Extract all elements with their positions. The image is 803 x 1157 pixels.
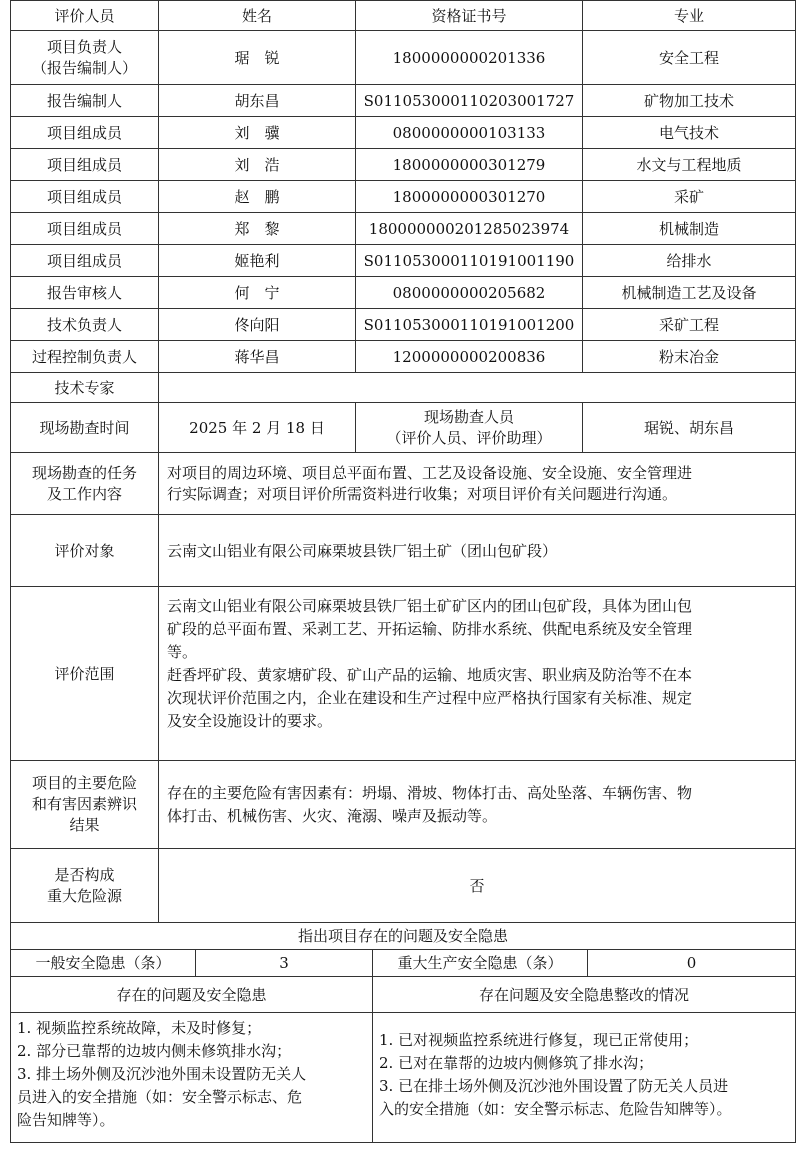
issues-title: 指出项目存在的问题及安全隐患 [11,923,796,950]
issues-left-list [11,1013,373,1143]
staff-major: 给排水 [583,245,796,277]
staff-row [11,277,796,309]
scope-line: 赶香坪矿段、黄家塘矿段、矿山产品的运输、地质灾害、职业病及防治等不在本 [167,666,693,684]
staff-cert: 1800000000201336 [356,31,583,85]
issues-header-row [11,977,796,1013]
tasks-label [11,453,159,515]
scope-row [11,587,796,761]
rectification-item: 3. 已在排土场外侧及沉沙池外围设置了防无关人员进 [379,1077,729,1095]
issue-item: 3. 排土场外侧及沉沙池外围未设置防无关人 [17,1065,307,1083]
survey-people-label-line: （评价人员、评价助理） [386,428,552,447]
staff-role: 项目组成员 [11,149,159,181]
staff-role: 项目组成员 [11,213,159,245]
staff-cert: 0800000000103133 [356,117,583,149]
expert-row [11,373,796,403]
tasks-content [159,453,796,515]
staff-row [11,341,796,373]
staff-name: 何 宁 [159,277,356,309]
staff-cert: 1800000000301270 [356,181,583,213]
staff-major: 水文与工程地质 [583,149,796,181]
scope-line: 云南文山铝业有限公司麻栗坡县铁厂铝土矿矿区内的团山包矿段，具体为团山包 [167,597,693,615]
hazards-label-line: 项目的主要危险 [31,774,137,792]
staff-major: 机械制造工艺及设备 [583,277,796,309]
issue-item: 1. 视频监控系统故障，未及时修复； [17,1019,262,1037]
hazards-line: 存在的主要危险有害因素有：坍塌、滑坡、物体打击、高处坠落、车辆伤害、物 [167,783,693,802]
staff-role: 过程控制负责人 [11,341,159,373]
tasks-label-line: 现场勘查的任务 [31,463,137,482]
staff-major: 采矿 [583,181,796,213]
major-hazard-value: 否 [159,849,796,923]
hazards-content [159,761,796,849]
staff-row [11,309,796,341]
general-hazard-count: 3 [196,950,373,977]
staff-cert: 180000000201285023974 [356,213,583,245]
staff-role: 项目组成员 [11,245,159,277]
staff-role: 技术负责人 [11,309,159,341]
scope-label: 评价范围 [11,587,159,761]
staff-role: 项目组成员 [11,181,159,213]
staff-name: 赵 鹏 [159,181,356,213]
general-hazard-label: 一般安全隐患（条） [11,950,196,977]
survey-time-value: 2025 年 2 月 18 日 [159,403,356,453]
issues-right-list [373,1013,796,1143]
major-hazard-label-line: 重大危险源 [46,886,122,905]
staff-cert: S011053000110203001727 [356,85,583,117]
issues-right-header: 存在问题及安全隐患整改的情况 [373,977,796,1013]
object-label: 评价对象 [11,515,159,587]
rectification-item: 入的安全措施（如：安全警示标志、危险告知牌等）。 [379,1100,732,1118]
issue-item: 2. 部分已靠帮的边坡内侧未修筑排水沟； [17,1042,292,1060]
tasks-label-line: 及工作内容 [46,484,122,503]
staff-role: 报告编制人 [11,85,159,117]
staff-table [10,0,796,923]
scope-line: 矿段的总平面布置、采剥工艺、开拓运输、防排水系统、供配电系统及安全管理 [167,620,693,638]
staff-name: 佟向阳 [159,309,356,341]
staff-row [11,117,796,149]
evaluation-sheet [10,0,795,1143]
staff-major: 矿物加工技术 [583,85,796,117]
major-production-hazard-label: 重大生产安全隐患（条） [373,950,588,977]
header-major: 专业 [583,1,796,31]
scope-line: 次现状评价范围之内，企业在建设和生产过程中应严格执行国家有关标准、规定 [167,689,693,707]
staff-major: 电气技术 [583,117,796,149]
staff-role-line: （报告编制人） [31,58,137,77]
rectification-item: 2. 已对在靠帮的边坡内侧修筑了排水沟； [379,1054,654,1072]
staff-role [11,31,159,85]
major-hazard-row [11,849,796,923]
header-name: 姓名 [159,1,356,31]
tasks-line: 行实际调查；对项目评价所需资料进行收集；对项目评价有关问题进行沟通。 [167,484,678,503]
staff-name: 姬艳利 [159,245,356,277]
major-hazard-label-line: 是否构成 [54,865,115,884]
staff-row [11,213,796,245]
hazards-label-line: 结果 [69,816,100,834]
staff-name: 刘 骥 [159,117,356,149]
staff-cert: S011053000110191001200 [356,309,583,341]
tasks-row [11,453,796,515]
issues-table [10,922,796,1143]
staff-row [11,31,796,85]
staff-major: 粉末冶金 [583,341,796,373]
header-role: 评价人员 [11,1,159,31]
staff-row [11,245,796,277]
staff-major: 机械制造 [583,213,796,245]
hazards-line: 体打击、机械伤害、火灾、淹溺、噪声及振动等。 [167,806,498,825]
staff-role-line: 项目负责人 [46,37,122,56]
staff-role: 报告审核人 [11,277,159,309]
major-production-hazard-count: 0 [588,950,796,977]
major-hazard-label [11,849,159,923]
header-row [11,1,796,31]
staff-major: 安全工程 [583,31,796,85]
survey-row [11,403,796,453]
survey-time-label: 现场勘查时间 [11,403,159,453]
expert-label: 技术专家 [11,373,159,403]
scope-content [159,587,796,761]
issue-item: 员进入的安全措施（如：安全警示标志、危 [17,1088,303,1106]
hazards-label-line: 和有害因素辨识 [31,795,137,813]
staff-cert: 1800000000301279 [356,149,583,181]
staff-cert: 0800000000205682 [356,277,583,309]
hazards-label [11,761,159,849]
issues-title-row [11,923,796,950]
scope-line: 及安全设施设计的要求。 [167,712,333,730]
scope-line: 等。 [167,643,198,661]
tasks-line: 对项目的周边环境、项目总平面布置、工艺及设备设施、安全设施、安全管理进 [167,463,693,482]
staff-row [11,85,796,117]
rectification-item: 1. 已对视频监控系统进行修复，现已正常使用； [379,1031,699,1049]
survey-people-label [356,403,583,453]
issue-item: 险告知牌等）。 [17,1111,115,1129]
issues-count-row [11,950,796,977]
staff-row [11,149,796,181]
staff-name: 胡东昌 [159,85,356,117]
issues-list-row [11,1013,796,1143]
staff-row [11,181,796,213]
object-value: 云南文山铝业有限公司麻栗坡县铁厂铝土矿（团山包矿段） [159,515,796,587]
survey-people-label-line: 现场勘查人员 [423,407,514,426]
staff-name: 郑 黎 [159,213,356,245]
staff-cert: S011053000110191001190 [356,245,583,277]
staff-cert: 1200000000200836 [356,341,583,373]
staff-name: 琚 锐 [159,31,356,85]
staff-name: 刘 浩 [159,149,356,181]
object-row [11,515,796,587]
survey-people-value: 琚锐、胡东昌 [583,403,796,453]
staff-major: 采矿工程 [583,309,796,341]
staff-name: 蒋华昌 [159,341,356,373]
staff-role: 项目组成员 [11,117,159,149]
header-cert: 资格证书号 [356,1,583,31]
issues-left-header: 存在的问题及安全隐患 [11,977,373,1013]
hazards-row [11,761,796,849]
expert-value [159,373,796,403]
